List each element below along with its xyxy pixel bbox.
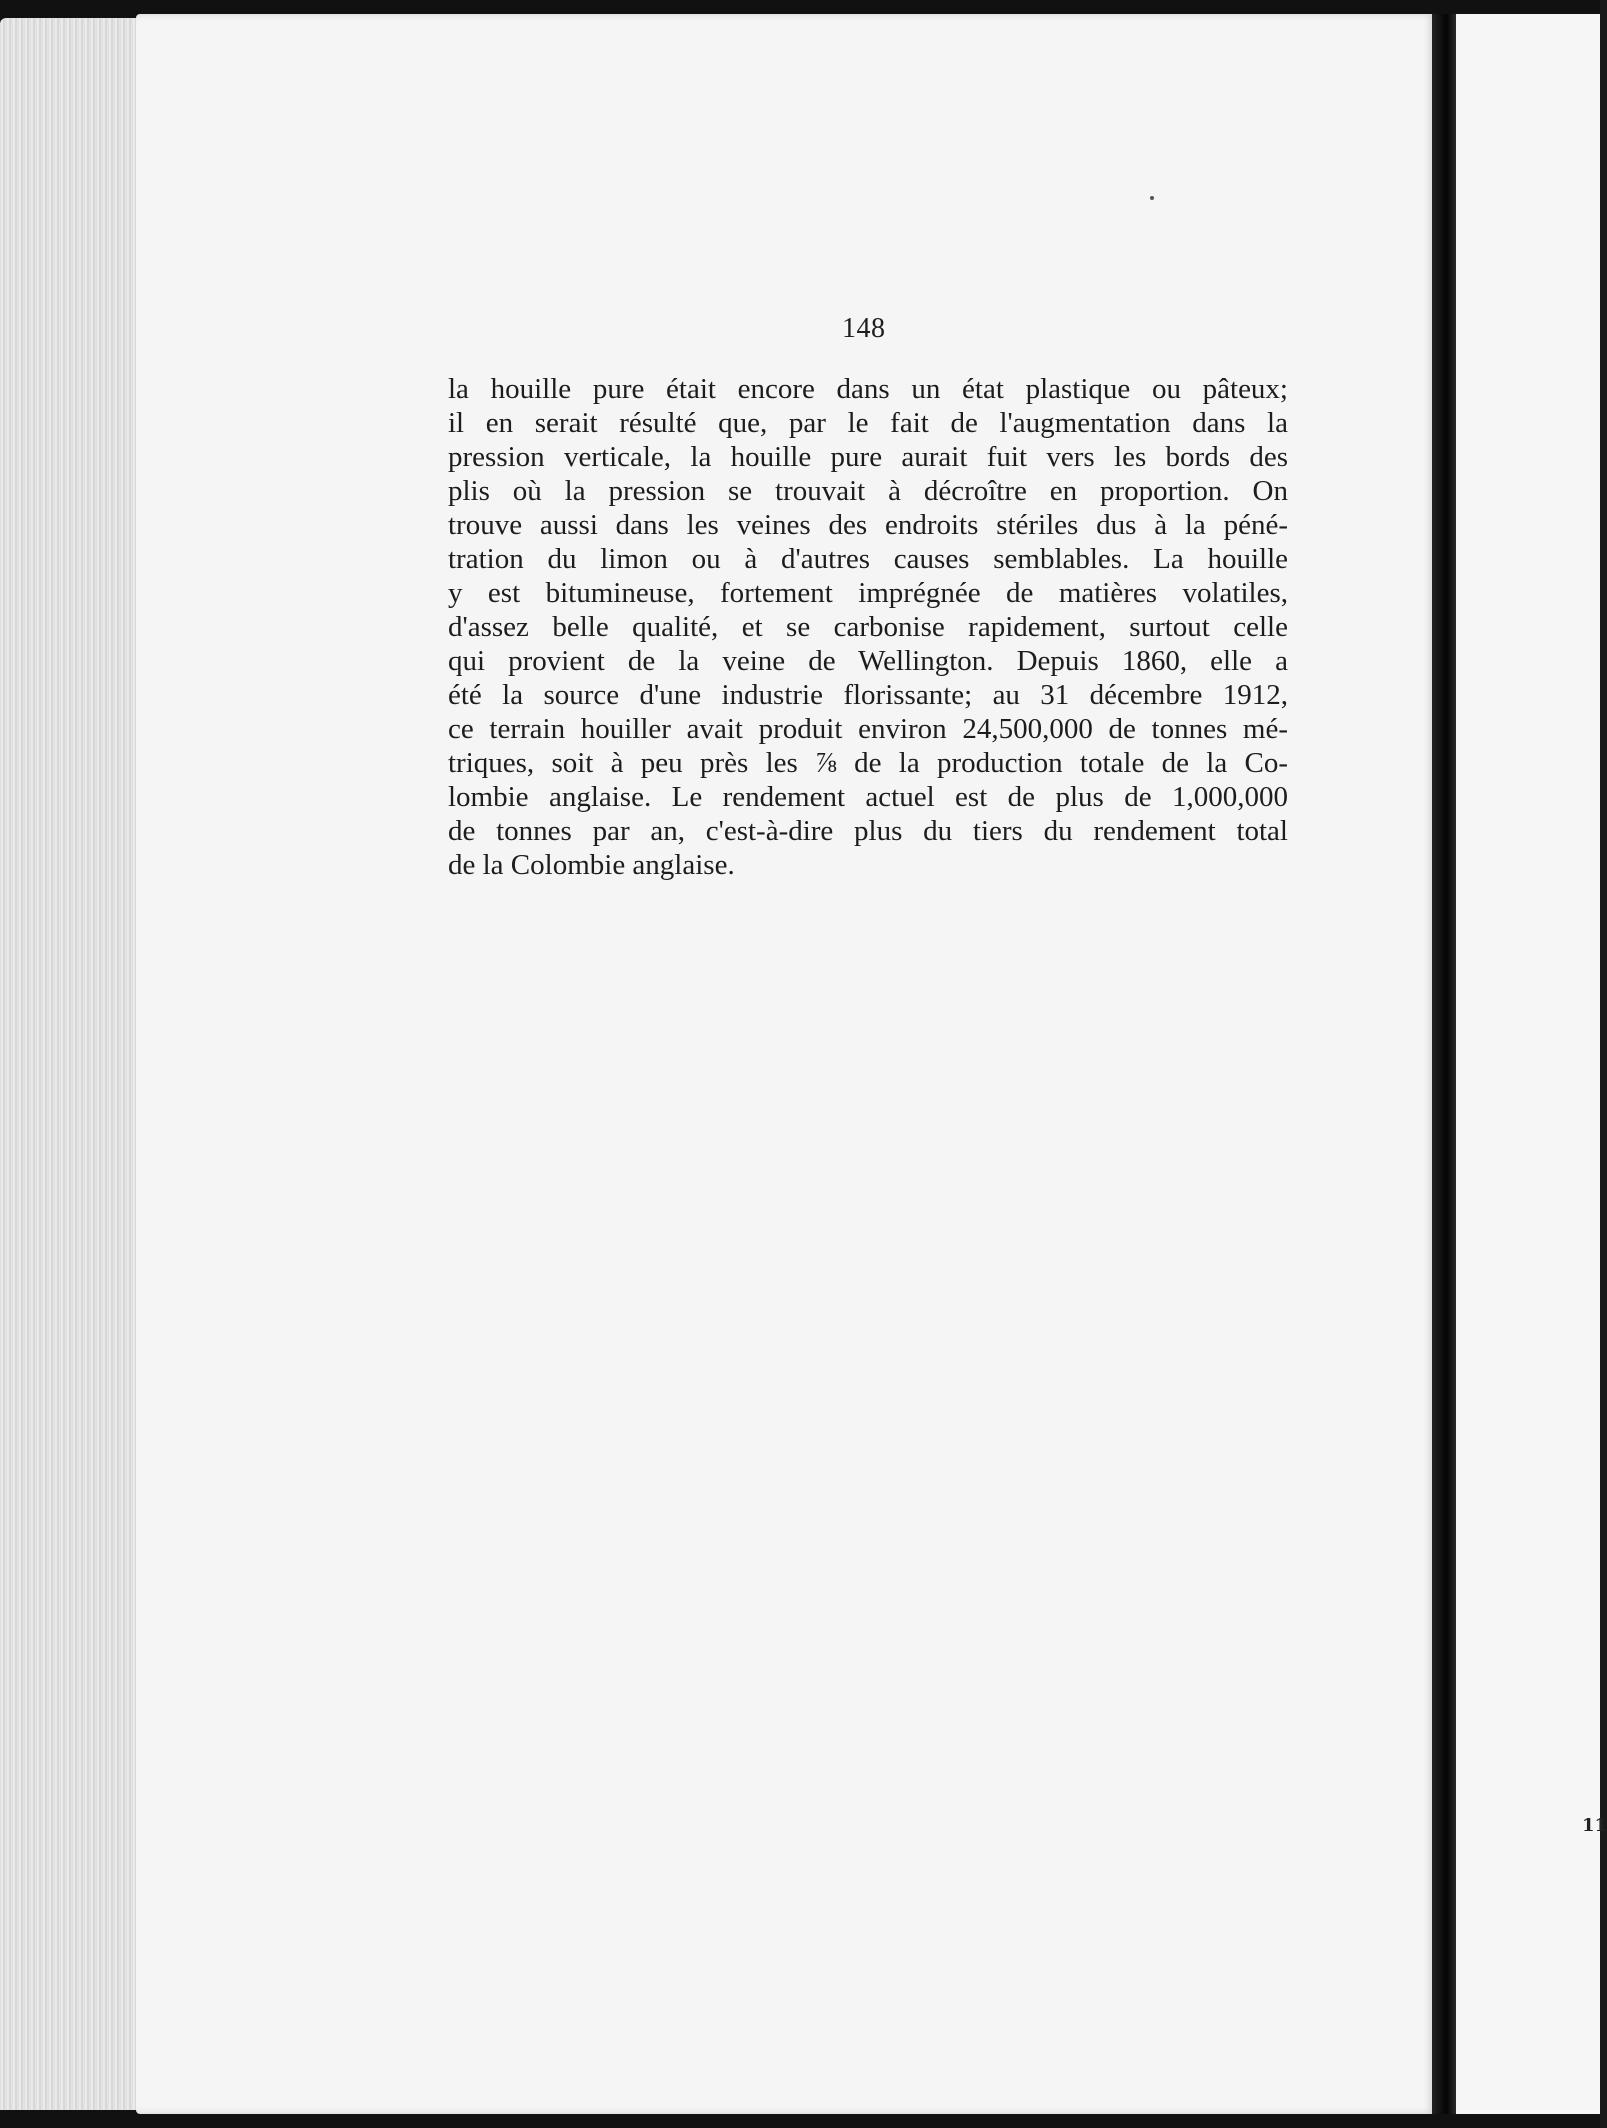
text-line: plis où la pression se trouvait à décroître en proportion. On [448, 475, 1288, 507]
body-paragraph [448, 372, 1288, 882]
facing-page-mark: 11 [1582, 1815, 1607, 1836]
text-line: il en serait résulté que, par le fait de l'augmentation dans la [448, 407, 1288, 439]
text-line: trouve aussi dans les veines des endroits stériles dus à la péné- [448, 509, 1288, 541]
text-line: triques, soit à peu près les ⅞ de la production totale de la Co- [448, 747, 1288, 779]
text-line: la houille pure était encore dans un état plastique ou pâteux; [448, 373, 1288, 405]
facing-page [1456, 14, 1600, 2114]
text-line: ce terrain houiller avait produit environ 24,500,000 de tonnes mé- [448, 713, 1288, 745]
text-line: de la Colombie anglaise. [448, 849, 735, 881]
text-line: de tonnes par an, c'est-à-dire plus du tiers du rendement total [448, 815, 1288, 847]
text-line: d'assez belle qualité, et se carbonise rapidement, surtout celle [448, 611, 1288, 643]
text-line: y est bitumineuse, fortement imprégnée de matières volatiles, [448, 577, 1288, 609]
text-line: lombie anglaise. Le rendement actuel est de plus de 1,000,000 [448, 781, 1288, 813]
text-line: qui provient de la veine de Wellington. Depuis 1860, elle a [448, 645, 1288, 677]
book-page [136, 14, 1436, 2114]
text-line: pression verticale, la houille pure aurait fuit vers les bords des [448, 441, 1288, 473]
book-page-edges [0, 18, 140, 2110]
scan-speck [1150, 196, 1154, 200]
book-gutter [1432, 14, 1456, 2114]
text-line: été la source d'une industrie florissante; au 31 décembre 1912, [448, 679, 1288, 711]
page-number: 148 [842, 313, 886, 344]
text-line: tration du limon ou à d'autres causes semblables. La houille [448, 543, 1288, 575]
